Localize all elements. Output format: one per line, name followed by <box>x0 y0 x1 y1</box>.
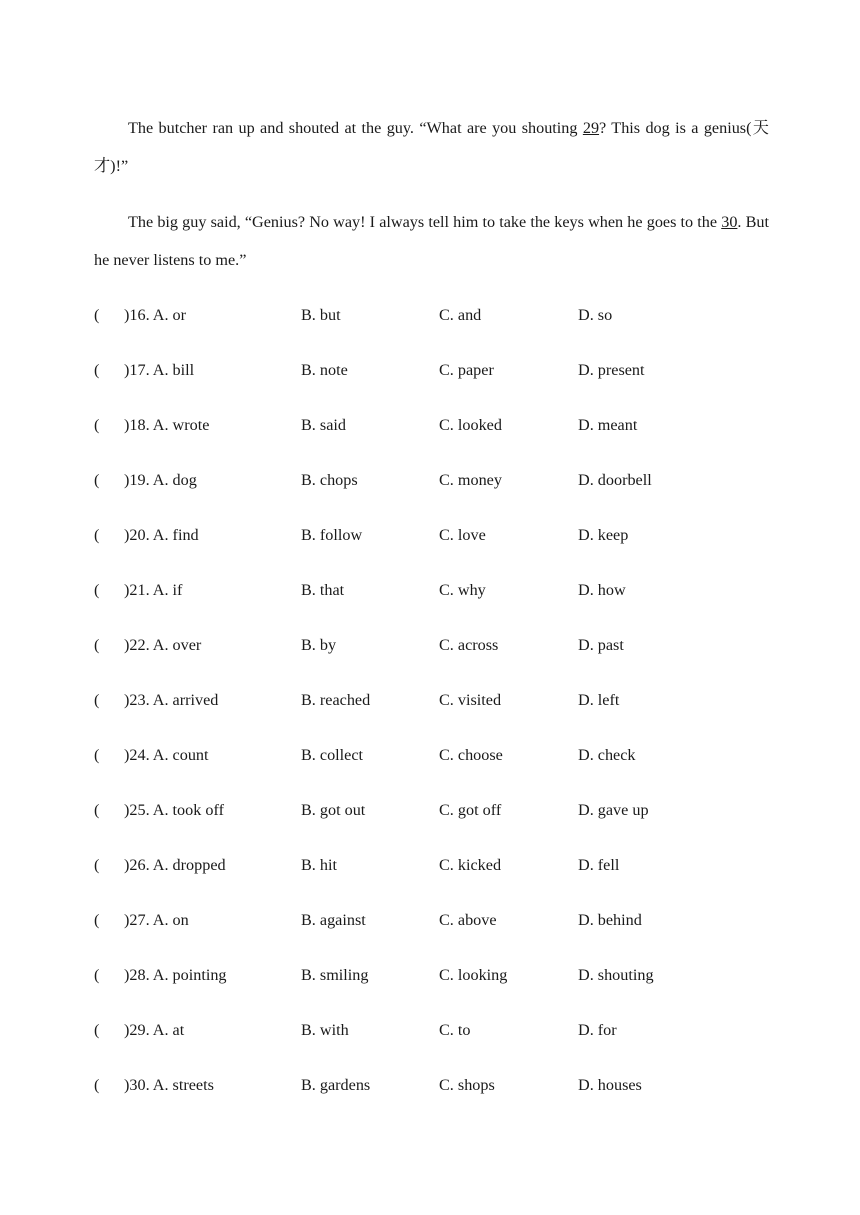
question-row <box>94 352 774 407</box>
option-a: )25. A. took off <box>124 801 224 819</box>
option-a: )17. A. bill <box>124 361 195 379</box>
question-row <box>94 407 774 462</box>
answer-blank-paren: ( <box>94 636 100 654</box>
option-b: B. that <box>301 581 345 599</box>
option-b: B. gardens <box>301 1076 371 1094</box>
option-c: C. shops <box>439 1076 495 1094</box>
option-a: )30. A. streets <box>124 1076 214 1094</box>
paragraph-1-text-start: The butcher ran up and shouted at the guy. “What are you shouting <box>128 119 583 137</box>
option-c: C. across <box>439 636 499 654</box>
answer-blank-paren: ( <box>94 911 100 929</box>
question-row <box>94 517 774 572</box>
passage-paragraph-1 <box>94 109 769 185</box>
option-a: )26. A. dropped <box>124 856 226 874</box>
question-row <box>94 737 774 792</box>
question-row <box>94 682 774 737</box>
answer-blank-paren: ( <box>94 471 100 489</box>
option-b: B. follow <box>301 526 363 544</box>
question-row <box>94 1067 774 1122</box>
question-row <box>94 957 774 1012</box>
option-c: C. love <box>439 526 486 544</box>
option-c: C. above <box>439 911 497 929</box>
answer-blank-paren: ( <box>94 416 100 434</box>
question-row <box>94 572 774 627</box>
option-b: B. got out <box>301 801 366 819</box>
option-d: D. for <box>578 1021 617 1039</box>
option-d: D. how <box>578 581 626 599</box>
option-a: )18. A. wrote <box>124 416 210 434</box>
option-d: D. shouting <box>578 966 654 984</box>
option-d: D. past <box>578 636 624 654</box>
blank-30: 30 <box>721 213 738 231</box>
option-d: D. check <box>578 746 636 764</box>
option-b: B. collect <box>301 746 364 764</box>
option-b: B. said <box>301 416 346 434</box>
answer-blank-paren: ( <box>94 526 100 544</box>
paragraph-1-text-end: ? This dog is a genius(天才)!” <box>94 119 769 175</box>
answer-blank-paren: ( <box>94 691 100 709</box>
answer-blank-paren: ( <box>94 306 100 324</box>
answer-blank-paren: ( <box>94 801 100 819</box>
option-c: C. money <box>439 471 502 489</box>
answer-blank-paren: ( <box>94 1076 100 1094</box>
option-c: C. to <box>439 1021 471 1039</box>
question-row <box>94 847 774 902</box>
answer-blank-paren: ( <box>94 966 100 984</box>
option-b: B. with <box>301 1021 349 1039</box>
option-a: )27. A. on <box>124 911 189 929</box>
question-row <box>94 627 774 682</box>
question-row <box>94 902 774 957</box>
option-d: D. meant <box>578 416 638 434</box>
option-b: B. against <box>301 911 366 929</box>
option-a: )29. A. at <box>124 1021 185 1039</box>
passage-paragraph-2 <box>94 203 769 279</box>
blank-29: 29 <box>582 119 600 137</box>
option-a: )22. A. over <box>124 636 202 654</box>
answer-blank-paren: ( <box>94 361 100 379</box>
option-d: D. present <box>578 361 645 379</box>
option-d: D. houses <box>578 1076 642 1094</box>
question-row <box>94 462 774 517</box>
option-b: B. reached <box>301 691 371 709</box>
option-a: )20. A. find <box>124 526 199 544</box>
answer-blank-paren: ( <box>94 1021 100 1039</box>
option-c: C. kicked <box>439 856 502 874</box>
option-a: )23. A. arrived <box>124 691 219 709</box>
option-d: D. doorbell <box>578 471 652 489</box>
question-row <box>94 1012 774 1067</box>
option-c: C. visited <box>439 691 502 709</box>
answer-blank-paren: ( <box>94 746 100 764</box>
answer-options-list <box>94 297 774 1122</box>
option-a: )16. A. or <box>124 306 187 324</box>
option-a: )19. A. dog <box>124 471 197 489</box>
question-row <box>94 792 774 847</box>
option-c: C. paper <box>439 361 494 379</box>
option-a: )21. A. if <box>124 581 183 599</box>
answer-blank-paren: ( <box>94 581 100 599</box>
option-b: B. note <box>301 361 348 379</box>
paragraph-2-text-end: . But he never listens to me.” <box>94 213 769 269</box>
option-d: D. so <box>578 306 613 324</box>
answer-blank-paren: ( <box>94 856 100 874</box>
option-a: )28. A. pointing <box>124 966 227 984</box>
option-d: D. keep <box>578 526 629 544</box>
question-row <box>94 297 774 352</box>
option-b: B. smiling <box>301 966 369 984</box>
option-d: D. fell <box>578 856 620 874</box>
option-c: C. looking <box>439 966 508 984</box>
option-c: C. and <box>439 306 482 324</box>
option-d: D. gave up <box>578 801 649 819</box>
option-c: C. got off <box>439 801 502 819</box>
paragraph-2-text-start: The big guy said, “Genius? No way! I always tell him to take the keys when he goes to the <box>128 213 722 231</box>
option-d: D. left <box>578 691 620 709</box>
option-d: D. behind <box>578 911 642 929</box>
option-b: B. but <box>301 306 341 324</box>
option-c: C. looked <box>439 416 502 434</box>
option-b: B. by <box>301 636 337 654</box>
option-c: C. why <box>439 581 486 599</box>
option-c: C. choose <box>439 746 503 764</box>
option-b: B. hit <box>301 856 337 874</box>
option-b: B. chops <box>301 471 358 489</box>
option-a: )24. A. count <box>124 746 209 764</box>
